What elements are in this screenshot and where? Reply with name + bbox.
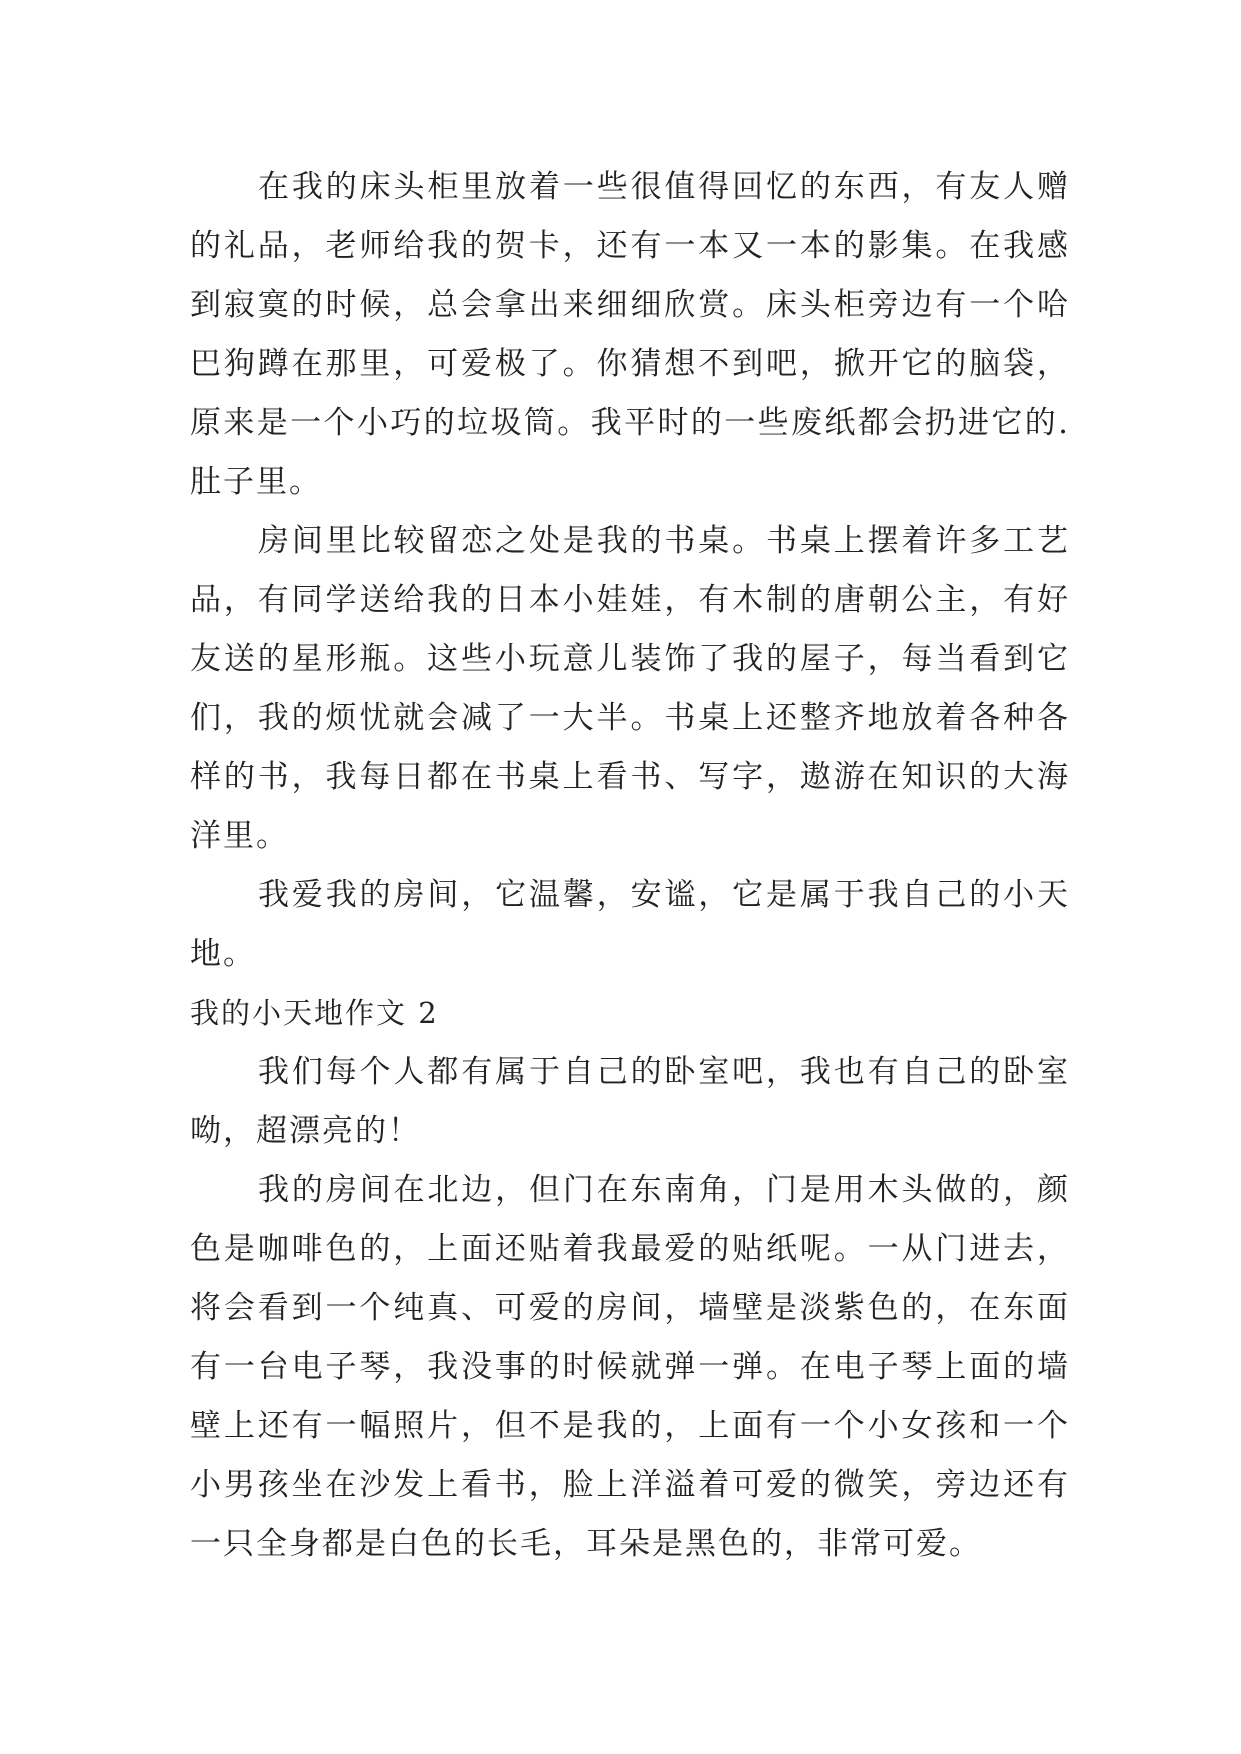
paragraph-desk: 房间里比较留恋之处是我的书桌。书桌上摆着许多工艺品，有同学送给我的日本小娃娃，有木制的唐朝公主，有好友送的星形瓶。这些小玩意儿装饰了我的屋子，每当看到它们，我的烦忧就会减了一大半。书桌上还整齐地放着各种各样的书，我每日都在书桌上看书、写字，遨游在知识的大海洋里。 <box>190 523 1070 854</box>
paragraph-love-room: 我爱我的房间，它温馨，安谧，它是属于我自己的小天地。 <box>190 877 1070 972</box>
paragraph-room-description: 我的房间在北边，但门在东南角，门是用木头做的，颜色是咖啡色的，上面还贴着我最爱的贴纸呢。一从门进去，将会看到一个纯真、可爱的房间，墙壁是淡紫色的，在东面有一台电子琴，我没事的时候就弹一弹。在电子琴上面的墙壁上还有一幅照片，但不是我的，上面有一个小女孩和一个小男孩坐在沙发上看书，脸上洋溢着可爱的微笑，旁边还有一只全身都是白色的长毛，耳朵是黑色的，非常可爱。 <box>190 1172 1070 1562</box>
document-body <box>190 158 1070 1574</box>
paragraph-own-bedroom: 我们每个人都有属于自己的卧室吧，我也有自己的卧室呦，超漂亮的！ <box>190 1054 1070 1149</box>
essay-heading: 我的小天地作文 2 <box>190 996 439 1030</box>
paragraph-bedside-cabinet: 在我的床头柜里放着一些很值得回忆的东西，有友人赠的礼品，老师给我的贺卡，还有一本又一本的影集。在我感到寂寞的时候，总会拿出来细细欣赏。床头柜旁边有一个哈巴狗蹲在那里，可爱极了。你猜想不到吧，掀开它的脑袋，原来是一个小巧的垃圾筒。我平时的一些废纸都会扔进它的.肚子里。 <box>190 169 1070 500</box>
